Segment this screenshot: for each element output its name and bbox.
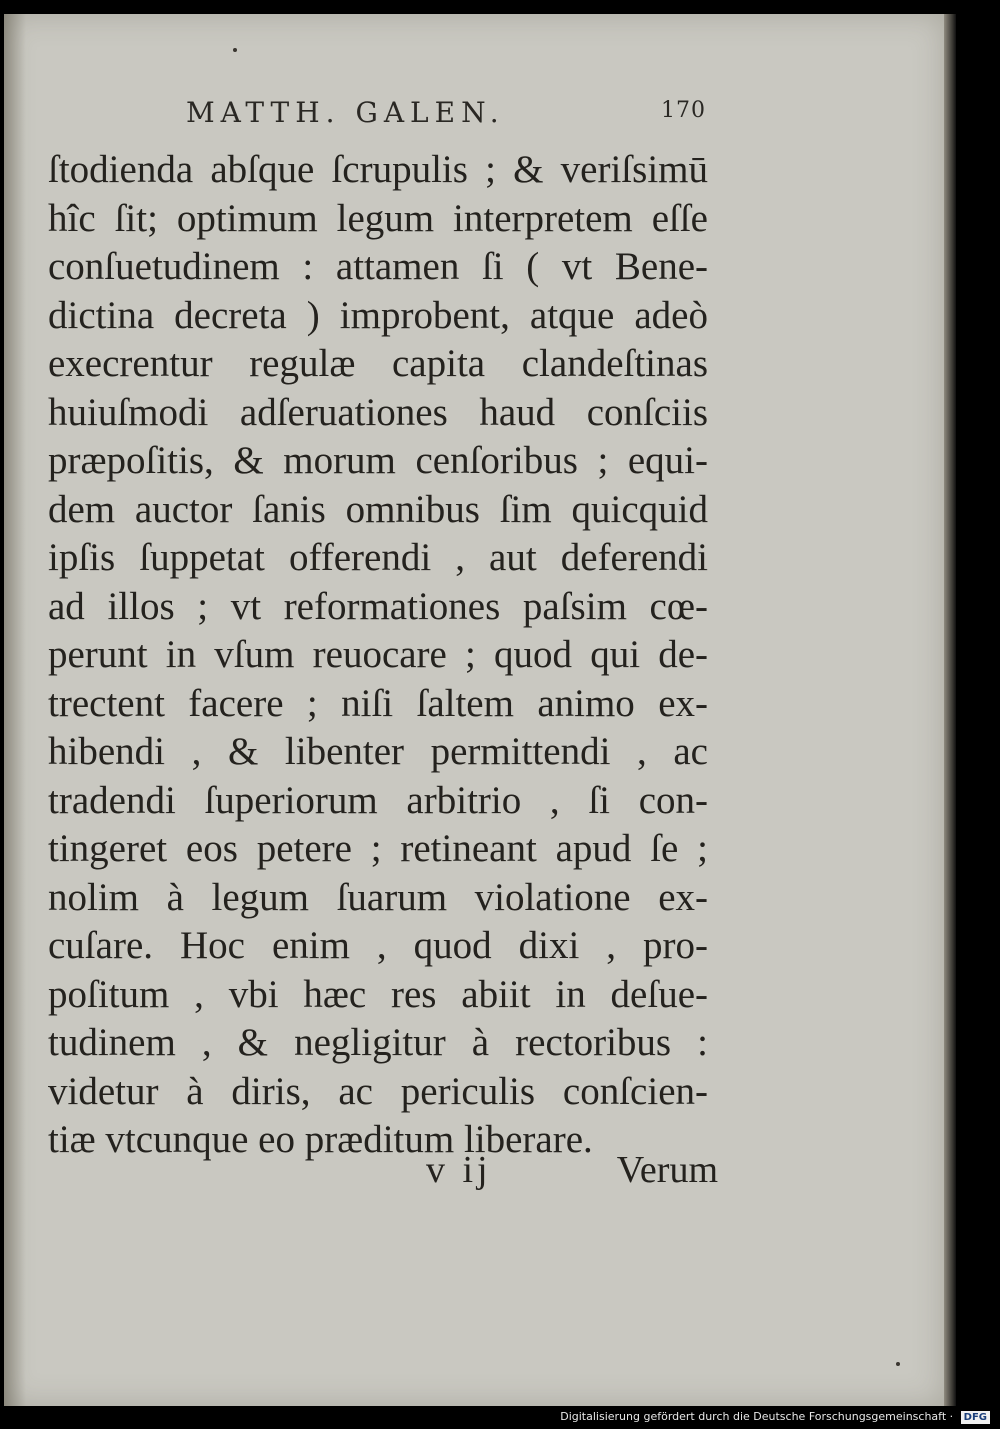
text-line: huiuſmodi adſeruationes haud conſciis [48, 390, 708, 434]
text-line: ad illos ; vt reformationes paſsim cœ- [48, 584, 708, 628]
text-line: præpoſitis, & morum cenſoribus ; equi- [48, 439, 708, 482]
catchword: Verum [616, 1149, 718, 1191]
page-header [186, 96, 706, 136]
ink-speck [233, 48, 237, 52]
text-line: ipſis ſuppetat offerendi , aut deferendi [48, 536, 708, 579]
text-line: dictina decreta ) improbent, atque adeò [48, 293, 708, 337]
text-line: tiæ vtcunque eo præditum liberare. [48, 1118, 593, 1161]
text-line: hibendi , & libenter permittendi , ac [48, 730, 708, 773]
credit-text: Digitalisierung gefördert durch die Deutsche Forschungsgemeinschaft · [560, 1410, 954, 1423]
page-edge [944, 14, 956, 1406]
text-line: ſtodienda abſque ſcrupulis ; & veriſsimū [48, 148, 708, 191]
text-line: videtur à diris, ac periculis conſcien- [48, 1069, 708, 1113]
text-line: trectent facere ; niſi ſaltem animo ex- [48, 681, 708, 725]
text-line: perunt in vſum reuocare ; quod qui de- [48, 633, 708, 676]
text-line: tingeret eos petere ; retineant apud ſe ; [48, 827, 708, 870]
digitization-credit [560, 1410, 990, 1424]
dfg-logo-icon: DFG [961, 1411, 990, 1424]
signature-mark: v ij [426, 1149, 492, 1191]
text-line: execrentur regulæ capita clandeſtinas [48, 342, 708, 385]
ink-speck [896, 1362, 900, 1366]
running-head: MATTH. GALEN. [186, 96, 505, 129]
page-number: 170 [661, 98, 706, 123]
gutter-shadow [4, 14, 26, 1406]
text-line: nolim à legum ſuarum violatione ex- [48, 875, 708, 919]
text-line: hîc ſit; optimum legum interpretem eſſe [48, 196, 708, 240]
text-line: poſitum , vbi hæc res abiit in deſue- [48, 972, 708, 1016]
page-footer-marks [426, 1148, 718, 1198]
body-text [48, 146, 708, 1165]
text-line: cuſare. Hoc enim , quod dixi , pro- [48, 924, 708, 967]
text-line: tradendi ſuperiorum arbitrio , ſi con- [48, 778, 708, 822]
text-line: tudinem , & negligitur à rectoribus : [48, 1021, 708, 1064]
text-line: conſuetudinem : attamen ſi ( vt Bene- [48, 245, 708, 288]
text-line: dem auctor ſanis omnibus ſim quicquid [48, 487, 708, 531]
